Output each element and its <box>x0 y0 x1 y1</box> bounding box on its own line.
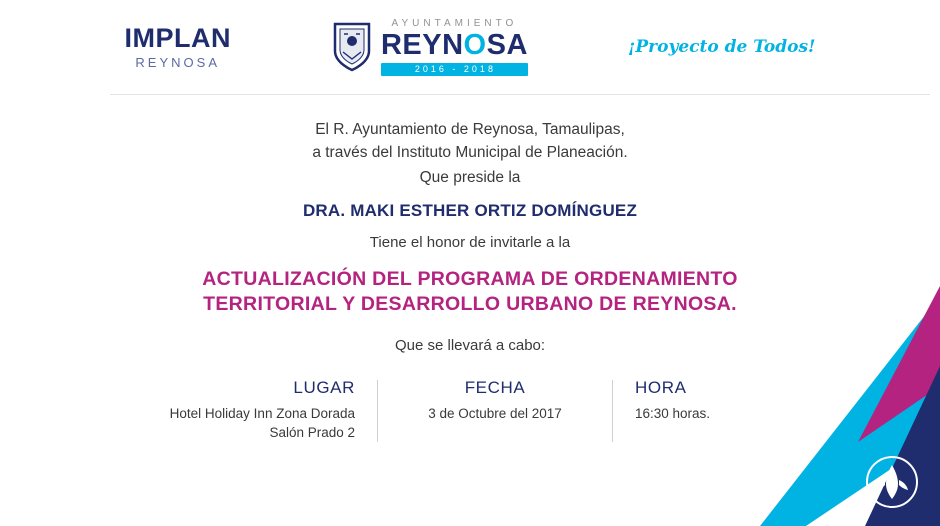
event-title-line-2: TERRITORIAL Y DESARROLLO URBANO DE REYNOSA. <box>203 293 737 315</box>
detail-lugar-line-2: Salón Prado 2 <box>269 425 355 440</box>
event-title <box>0 267 940 317</box>
invitation-line-1: El R. Ayuntamiento de Reynosa, Tamaulipas, <box>315 121 625 138</box>
ayuntamiento-years: 2016 - 2018 <box>381 63 528 76</box>
dove-icon <box>866 456 918 508</box>
invitation-body <box>0 118 940 354</box>
ayuntamiento-logo <box>331 19 528 76</box>
ayuntamiento-main-label <box>380 28 528 61</box>
header-logos <box>0 0 940 94</box>
detail-lugar <box>123 378 377 442</box>
invitation-line-2: a través del Instituto Municipal de Planeación. <box>312 144 628 161</box>
presiding-name: DRA. MAKI ESTHER ORTIZ DOMÍNGUEZ <box>302 201 638 220</box>
honor-text: Tiene el honor de invitarle a la <box>369 234 571 251</box>
implan-logo-main: IMPLAN <box>124 23 231 53</box>
detail-lugar-line-1: Hotel Holiday Inn Zona Dorada <box>169 406 355 421</box>
ayuntamiento-main-part1: REYN <box>380 28 464 61</box>
coat-of-arms-icon <box>331 21 373 73</box>
ayuntamiento-main-accent: O <box>463 28 487 61</box>
implan-logo <box>124 25 231 69</box>
implan-logo-sub: REYNOSA <box>135 55 220 70</box>
event-subtitle: Que se llevará a cabo: <box>394 337 546 354</box>
detail-hora-line-1: 16:30 horas. <box>635 406 711 421</box>
detail-hora <box>613 378 817 423</box>
ayuntamiento-top-label: AYUNTAMIENTO <box>391 17 518 29</box>
invitation-line-3: Que preside la <box>419 169 521 186</box>
detail-fecha-line-1: 3 de Octubre del 2017 <box>428 406 562 421</box>
detail-lugar-heading: LUGAR <box>293 378 355 397</box>
event-title-line-1: ACTUALIZACIÓN DEL PROGRAMA DE ORDENAMIENTO <box>202 268 738 290</box>
ayuntamiento-wordmark <box>381 19 528 76</box>
event-details <box>0 378 940 442</box>
ayuntamiento-main-part2: SA <box>486 28 528 61</box>
header-divider <box>110 94 930 95</box>
slogan-text: ¡Proyecto de Todos! <box>627 37 816 57</box>
detail-hora-heading: HORA <box>635 378 687 397</box>
detail-fecha-heading: FECHA <box>464 378 526 397</box>
detail-fecha <box>378 378 612 423</box>
